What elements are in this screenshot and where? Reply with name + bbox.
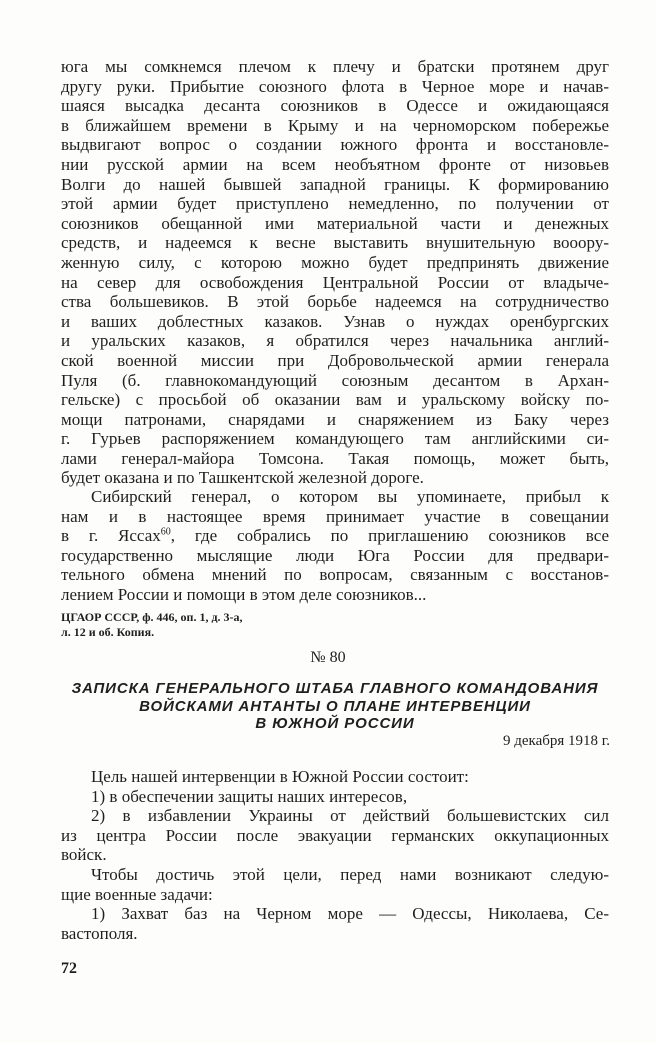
text-line: шаяся высадка десанта союзников в Одессе и ожидающаяся xyxy=(61,96,609,116)
text-line: тельного обмена мнений по вопросам, связанным с восстанов- xyxy=(61,565,609,585)
document-title-line: ЗАПИСКА ГЕНЕРАЛЬНОГО ШТАБА ГЛАВНОГО КОМАНДОВАНИЯ xyxy=(71,680,599,697)
text-line: ства большевиков. В этой борьбе надеемся на сотрудничество xyxy=(61,292,609,312)
page-number: 72 xyxy=(61,960,77,977)
text-line: Цель нашей интервенции в Южной России состоит: xyxy=(91,767,469,786)
text-line: Волги до нашей бывшей западной границы. К формированию xyxy=(61,174,609,194)
text-line: вастополя. xyxy=(61,923,138,943)
text-line: войск. xyxy=(61,845,107,865)
text-line: лением России и помощи в этом деле союзников... xyxy=(61,584,427,604)
text-line: г. Гурьев распоряжением командующего там английскими си- xyxy=(61,429,609,449)
document-date: 9 декабря 1918 г. xyxy=(503,733,610,749)
body-paragraph-1 xyxy=(61,57,609,488)
text-line: женную силу, с которою можно будет предпринять движение xyxy=(61,252,609,272)
document-title xyxy=(55,680,615,733)
source-note-line: ЦГАОР СССР, ф. 446, оп. 1, д. 3-а, xyxy=(61,610,243,624)
text-line: государственно мыслящие люди Юга России для предвари- xyxy=(61,545,609,565)
text-line: гельске) с просьбой об оказании вам и уральскому войску по- xyxy=(61,390,609,410)
text-line: юга мы сомкнемся плечом к плечу и братски протянем друг xyxy=(61,57,609,76)
text-fragment: , где собрались по приглашению союзников все xyxy=(170,526,609,546)
text-line: 1) в обеспечении защиты наших интересов, xyxy=(91,786,408,806)
document-title-line: ВОЙСКАМИ АНТАНТЫ О ПЛАНЕ ИНТЕРВЕНЦИИ xyxy=(139,697,531,715)
text-line: средств, и надеемся к весне выставить внушительную вооору- xyxy=(61,233,609,253)
text-line: лами генерал-майора Томсона. Такая помощь, может быть, xyxy=(61,448,609,468)
text-line: другу руки. Прибытие союзного флота в Черное море и начав- xyxy=(61,76,609,96)
text-line-with-footnote xyxy=(61,526,609,546)
text-line: этой армии будет приступлено немедленно, по получении от xyxy=(61,194,609,214)
text-line: будет оказана и по Ташкентской железной дороге. xyxy=(61,468,424,488)
text-line: 1) Захват баз на Черном море — Одессы, Николаева, Се- xyxy=(91,904,609,924)
text-line: ской военной миссии при Добровольческой армии генерала xyxy=(61,350,609,370)
text-line: 2) в избавлении Украины от действий большевистских сил xyxy=(91,806,609,826)
text-line: щие военные задачи: xyxy=(61,884,213,904)
text-line: Сибирский генерал, о котором вы упоминаете, прибыл к xyxy=(91,487,609,506)
body-paragraph-2 xyxy=(61,487,609,605)
text-line: в ближайшем времени в Крыму и на черноморском побережье xyxy=(61,115,609,135)
document-title-line: В ЮЖНОЙ РОССИИ xyxy=(255,715,415,732)
text-fragment: в г. Яссах xyxy=(61,526,161,546)
text-line: выдвигают вопрос о создании южного фронта и восстановле- xyxy=(61,135,609,155)
source-note-line: л. 12 и об. Копия. xyxy=(61,624,155,639)
text-line: на север для освобождения Центральной России от владыче- xyxy=(61,272,609,292)
text-line: Пуля (б. главнокомандующий союзным десантом в Архан- xyxy=(61,370,609,390)
text-line: союзников обещанной ими материальной части и денежных xyxy=(61,213,609,233)
text-line: Чтобы достичь этой цели, перед нами возникают следую- xyxy=(91,864,609,884)
footnote-reference: 60 xyxy=(160,526,171,538)
text-line: нии русской армии на всем необъятном фронте от низовьев xyxy=(61,154,609,174)
text-line: и ваших доблестных казаков. Узнав о нуждах оренбургских xyxy=(61,311,609,331)
text-line: мощи патронами, снарядами и снаряжением из Баку через xyxy=(61,409,609,429)
text-line: из центра России после эвакуации германских оккупационных xyxy=(61,825,609,845)
archive-source-note xyxy=(61,610,361,639)
text-line: и уральских казаков, я обратился через начальника англий- xyxy=(61,331,609,351)
text-line: нам и в настоящее время принимает участие в совещании xyxy=(61,506,609,526)
body-paragraph-3 xyxy=(61,767,609,943)
document-number: № 80 xyxy=(310,649,346,666)
